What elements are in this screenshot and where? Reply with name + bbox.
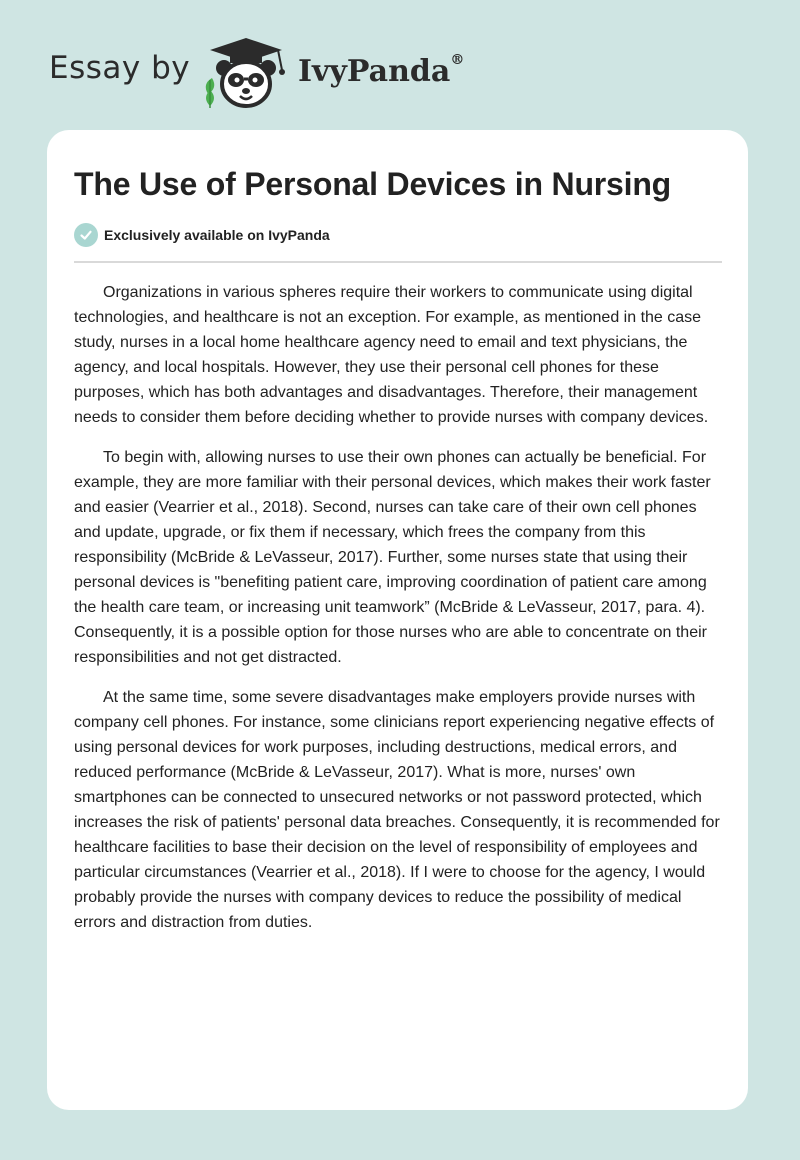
paragraph: At the same time, some severe disadvantages make employers provide nurses with company cell phones. For instance, some clinicians report experiencing negative effects of using personal devices for work purposes, including destructions, medical errors, and reduced performance (McBride & LeVasseur, 2017). What is more, nurses' own smartphones can be connected to unsecured networks or not password protected, which increases the risk of patients' personal data breaches. Consequently, it is recommended for healthcare facilities to base their decision on the level of responsibility of employees and particular circumstances (Vearrier et al., 2018). If I were to choose for the agency, I would probably provide the nurses with company devices to reduce the possibility of medical errors and distraction from duties. <box>74 689 720 931</box>
exclusive-badge <box>74 222 330 248</box>
divider <box>74 261 722 263</box>
brand-name[interactable]: IvyPanda® <box>298 52 465 89</box>
badge-label: Exclusively available on IvyPanda <box>104 227 330 243</box>
essay-card <box>47 130 748 1110</box>
site-header <box>0 0 800 130</box>
essay-body <box>74 280 724 950</box>
panda-graduate-logo-icon[interactable] <box>200 36 292 110</box>
essay-by-label: Essay by <box>49 50 191 86</box>
page-title: The Use of Personal Devices in Nursing <box>74 166 672 202</box>
check-circle-icon <box>74 223 98 247</box>
paragraph: To begin with, allowing nurses to use their own phones can actually be beneficial. For example, they are more familiar with their personal devices, which makes their work faster and easier (Vearrier et al., 2018). Second, nurses can take care of their own cell phones and update, upgrade, or fix them if necessary, which frees the company from this responsibility (McBride & LeVasseur, 2017). Further, some nurses state that using their personal devices is "benefiting patient care, improving coordination of patient care among the health care team, or increasing unit teamwork” (McBride & LeVasseur, 2017, para. 4). Consequently, it is a possible option for those nurses who are able to concentrate on their responsibilities and not get distracted. <box>74 449 711 666</box>
paragraph: Organizations in various spheres require their workers to communicate using digital technologies, and healthcare is not an exception. For example, as mentioned in the case study, nurses in a local home healthcare agency need to email and text physicians, the agency, and local hospitals. However, they use their personal cell phones for these purposes, which has both advantages and disadvantages. Therefore, their management needs to consider them before deciding whether to provide nurses with company devices. <box>74 284 709 426</box>
